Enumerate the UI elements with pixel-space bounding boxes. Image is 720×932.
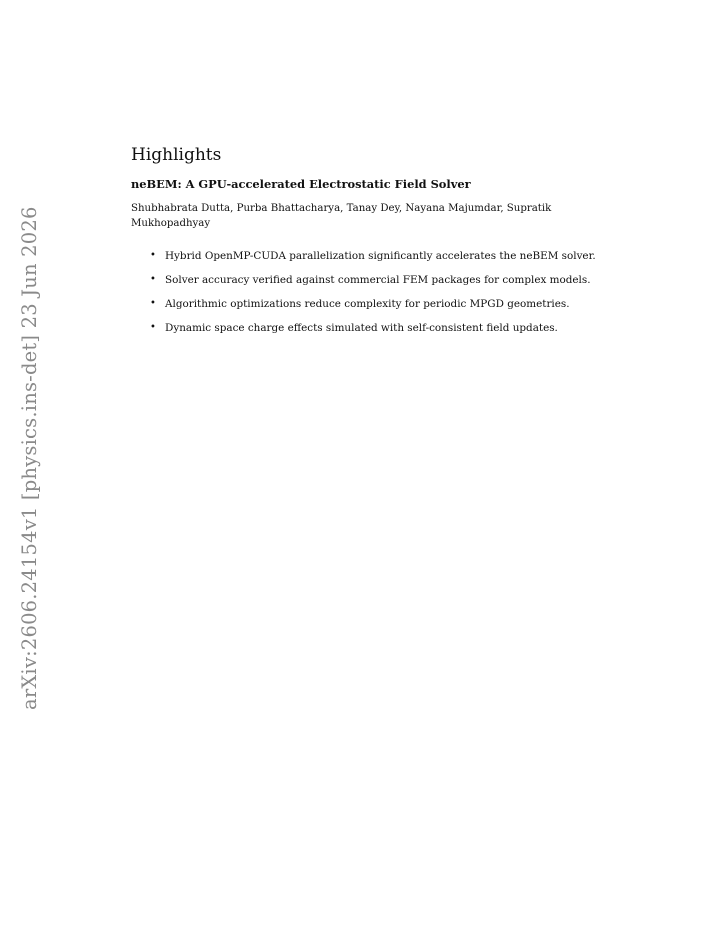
highlight-item bbox=[150, 273, 611, 287]
bullet-icon: • bbox=[150, 322, 156, 333]
highlight-item bbox=[150, 249, 611, 263]
highlights-list bbox=[131, 249, 611, 335]
highlight-text: Hybrid OpenMP-CUDA parallelization significantly accelerates the neBEM solver. bbox=[165, 250, 596, 262]
highlight-text: Algorithmic optimizations reduce complexity for periodic MPGD geometries. bbox=[165, 298, 570, 310]
bullet-icon: • bbox=[150, 298, 156, 309]
paper-title: neBEM: A GPU-accelerated Electrostatic Field Solver bbox=[131, 177, 471, 191]
highlight-item bbox=[150, 321, 611, 335]
bullet-icon: • bbox=[150, 250, 156, 261]
highlights-page bbox=[131, 145, 611, 345]
author-list: Shubhabrata Dutta, Purba Bhattacharya, Tanay Dey, Nayana Majumdar, Supratik Mukhopadhyay bbox=[131, 203, 552, 229]
arxiv-identifier: arXiv:2606.24154v1 [physics.ins-det] 23 Jun 2026 bbox=[18, 206, 41, 710]
highlight-text: Dynamic space charge effects simulated with self-consistent field updates. bbox=[165, 322, 558, 334]
bullet-icon: • bbox=[150, 274, 156, 285]
section-heading: Highlights bbox=[131, 145, 222, 165]
highlight-item bbox=[150, 297, 611, 311]
arxiv-stamp bbox=[18, 206, 48, 710]
highlight-text: Solver accuracy verified against commercial FEM packages for complex models. bbox=[165, 274, 591, 286]
